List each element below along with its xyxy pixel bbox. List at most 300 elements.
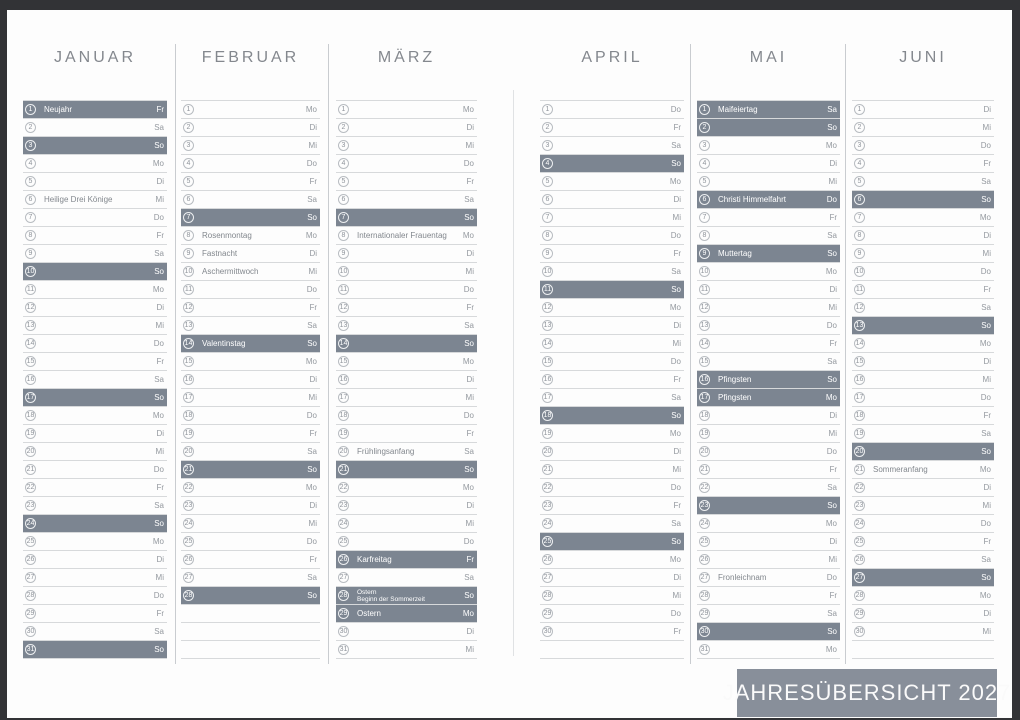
empty-day-row [181,605,320,623]
day-number-circle: 2 [854,122,865,133]
day-number-circle: 4 [542,158,553,169]
day-number-circle: 24 [543,520,552,527]
day-row [23,101,167,119]
day-row [336,155,477,173]
day-number-circle: 5 [542,176,553,187]
month-column [181,46,320,659]
weekday-label: Fr [309,555,317,564]
day-number-circle: 16 [543,376,552,383]
weekday-label: So [671,159,681,168]
weekday-label: So [154,141,164,150]
day-number-circle: 1 [854,104,865,115]
day-row [23,137,167,155]
day-row [181,479,320,497]
day-row [852,371,994,389]
day-number-circle: 6 [542,194,553,205]
day-row [336,227,477,245]
weekday-label: So [827,249,837,258]
day-number-circle: 4 [854,158,865,169]
weekday-label: Mi [155,321,164,330]
weekday-label: Do [306,159,317,168]
month-title: APRIL [581,49,643,66]
weekday-label: Fr [673,501,681,510]
day-row [23,353,167,371]
holiday-label-line2: Beginn der Sommerzeit [357,595,425,603]
weekday-label: Mi [465,267,474,276]
day-number-circle: 4 [699,158,710,169]
weekday-label: Sa [464,573,474,582]
day-row [336,281,477,299]
empty-day-row [852,641,994,659]
weekday-label: Sa [827,357,837,366]
day-row [336,137,477,155]
day-row [697,641,840,659]
day-number-circle: 3 [338,140,349,151]
day-row [852,587,994,605]
day-row [23,533,167,551]
weekday-label: Fr [829,213,837,222]
day-row [540,335,684,353]
weekday-label: So [671,411,681,420]
day-number-circle: 19 [339,430,348,437]
day-number-circle: 27 [855,574,864,581]
day-number-circle: 15 [700,358,709,365]
day-row [181,461,320,479]
weekday-label: Mo [669,429,681,438]
weekday-label: Di [309,249,317,258]
holiday-label: Frühlingsanfang [357,447,415,456]
weekday-label: Sa [827,609,837,618]
day-row [23,119,167,137]
weekday-label: Di [466,375,474,384]
page-fold-divider [513,90,514,656]
weekday-label: Mo [305,357,317,366]
weekday-label: Di [673,573,681,582]
day-number-circle: 3 [854,140,865,151]
day-row [852,461,994,479]
day-row [23,263,167,281]
day-number-circle: 14 [700,340,709,347]
day-row [540,155,684,173]
day-row [181,317,320,335]
month-column [852,46,994,659]
day-row [540,425,684,443]
weekday-label: Mo [825,267,837,276]
weekday-label: Mo [462,231,474,240]
weekday-label: So [154,519,164,528]
weekday-label: Do [980,141,991,150]
day-number-circle: 11 [543,286,552,293]
day-row [540,515,684,533]
day-row [23,425,167,443]
day-row [540,587,684,605]
day-row [181,533,320,551]
day-row [540,533,684,551]
weekday-label: So [981,195,991,204]
weekday-label: Mi [672,213,681,222]
day-row [336,353,477,371]
day-number-circle: 28 [184,592,193,599]
day-row [540,461,684,479]
month-column [23,46,167,659]
day-number-circle: 28 [339,592,348,599]
weekday-label: Sa [671,393,681,402]
day-rows [697,100,840,659]
empty-day-row [540,641,684,659]
weekday-label: Do [670,231,681,240]
day-number-circle: 5 [854,176,865,187]
weekday-label: Fr [156,609,164,618]
day-row [697,533,840,551]
weekday-label: Do [826,195,837,204]
holiday-label: Maifeiertag [718,105,758,114]
day-row [852,155,994,173]
weekday-label: So [307,339,317,348]
weekday-label: Mo [152,411,164,420]
weekday-label: Mo [825,393,837,402]
day-number-circle: 12 [543,304,552,311]
weekday-label: Mi [982,375,991,384]
day-row [540,299,684,317]
holiday-label: Heilige Drei Könige [44,195,113,204]
day-number-circle: 24 [26,520,35,527]
weekday-label: Di [156,177,164,186]
weekday-label: Fr [673,249,681,258]
day-row [697,389,840,407]
day-row [852,389,994,407]
weekday-label: Do [153,339,164,348]
day-number-circle: 6 [338,194,349,205]
day-row [336,425,477,443]
weekday-label: Sa [154,501,164,510]
day-row [23,461,167,479]
day-row [852,209,994,227]
day-number-circle: 8 [854,230,865,241]
weekday-label: Mi [982,123,991,132]
weekday-label: Di [309,501,317,510]
day-number-circle: 12 [184,304,193,311]
weekday-label: Sa [154,123,164,132]
weekday-label: Mi [982,627,991,636]
day-row [540,209,684,227]
day-number-circle: 17 [855,394,864,401]
day-number-circle: 28 [543,592,552,599]
day-row [181,569,320,587]
day-number-circle: 20 [184,448,193,455]
holiday-label: Ostern [357,609,382,618]
day-number-circle: 6 [25,194,36,205]
day-row [540,191,684,209]
day-row [336,389,477,407]
weekday-label: Mo [462,483,474,492]
holiday-label: Valentinstag [202,339,246,348]
day-number-circle: 8 [25,230,36,241]
weekday-label: Mi [828,177,837,186]
day-row [697,173,840,191]
day-number-circle: 13 [855,322,864,329]
day-number-circle: 2 [699,122,710,133]
day-number-circle: 5 [25,176,36,187]
day-row [852,173,994,191]
day-row [23,299,167,317]
day-row [336,299,477,317]
weekday-label: So [464,465,474,474]
day-row [540,623,684,641]
weekday-label: Mi [982,249,991,258]
day-number-circle: 3 [542,140,553,151]
day-number-circle: 10 [855,268,864,275]
weekday-label: Fr [983,537,991,546]
day-number-circle: 10 [543,268,552,275]
day-number-circle: 24 [855,520,864,527]
weekday-label: Do [670,357,681,366]
day-row [540,479,684,497]
day-row [23,443,167,461]
day-number-circle: 22 [184,484,193,491]
day-number-circle: 16 [700,376,709,383]
weekday-label: Sa [671,267,681,276]
holiday-label: Pfingsten [718,375,752,384]
weekday-label: Do [980,267,991,276]
weekday-label: Mi [308,393,317,402]
weekday-label: Mi [465,645,474,654]
day-number-circle: 29 [543,610,552,617]
day-number-circle: 18 [543,412,552,419]
day-row [336,605,477,623]
day-row [852,137,994,155]
day-number-circle: 29 [339,610,348,617]
day-number-circle: 17 [184,394,193,401]
day-number-circle: 9 [25,248,36,259]
weekday-label: Di [983,105,991,114]
weekday-label: Mi [672,465,681,474]
weekday-label: Sa [464,447,474,456]
day-row [336,191,477,209]
day-row [336,263,477,281]
day-number-circle: 27 [339,574,348,581]
day-row [181,515,320,533]
weekday-label: So [464,213,474,222]
day-row [181,551,320,569]
day-number-circle: 31 [700,646,709,653]
weekday-label: So [307,591,317,600]
weekday-label: Do [153,465,164,474]
day-row [852,623,994,641]
weekday-label: Di [309,375,317,384]
day-number-circle: 21 [184,466,193,473]
day-number-circle: 5 [183,176,194,187]
day-number-circle: 7 [699,212,710,223]
day-number-circle: 29 [855,610,864,617]
day-row [181,443,320,461]
day-row [852,227,994,245]
day-number-circle: 3 [183,140,194,151]
day-row [181,497,320,515]
weekday-label: Mi [672,339,681,348]
day-number-circle: 18 [339,412,348,419]
day-row [697,443,840,461]
day-number-circle: 18 [855,412,864,419]
day-number-circle: 12 [700,304,709,311]
weekday-label: So [671,537,681,546]
day-row [852,425,994,443]
day-number-circle: 8 [542,230,553,241]
weekday-label: Do [826,447,837,456]
weekday-label: Mo [825,519,837,528]
day-number-circle: 31 [26,646,35,653]
day-number-circle: 30 [339,628,348,635]
day-row [336,407,477,425]
day-number-circle: 22 [339,484,348,491]
day-row [852,191,994,209]
weekday-label: Mo [825,645,837,654]
weekday-label: Mi [465,519,474,528]
weekday-label: Do [463,537,474,546]
weekday-label: Do [463,159,474,168]
day-number-circle: 24 [184,520,193,527]
day-number-circle: 2 [338,122,349,133]
day-row [852,569,994,587]
weekday-label: Di [829,159,837,168]
weekday-label: Do [306,411,317,420]
day-number-circle: 27 [700,574,709,581]
weekday-label: Fr [156,105,164,114]
day-number-circle: 9 [542,248,553,259]
holiday-label: Pfingsten [718,393,752,402]
day-row [697,353,840,371]
day-row [697,227,840,245]
day-row [23,605,167,623]
day-number-circle: 17 [543,394,552,401]
month-title: MÄRZ [377,49,436,66]
holiday-label: Aschermittwoch [202,267,259,276]
weekday-label: Do [980,393,991,402]
day-number-circle: 14 [184,340,193,347]
day-number-circle: 11 [700,286,709,293]
day-number-circle: 10 [700,268,709,275]
weekday-label: Di [156,429,164,438]
day-row [697,101,840,119]
weekday-label: Mi [465,393,474,402]
column-divider [690,44,691,664]
weekday-label: Mi [672,591,681,600]
day-row [181,137,320,155]
month-title: JANUAR [53,49,136,66]
weekday-label: So [671,285,681,294]
day-rows [540,100,684,659]
weekday-label: Fr [983,411,991,420]
weekday-label: So [154,393,164,402]
weekday-label: Di [466,123,474,132]
day-row [181,281,320,299]
day-row [336,245,477,263]
weekday-label: Di [673,447,681,456]
weekday-label: Di [983,609,991,618]
weekday-label: Sa [154,249,164,258]
day-row [181,263,320,281]
day-number-circle: 13 [543,322,552,329]
day-number-circle: 21 [339,466,348,473]
weekday-label: Fr [673,375,681,384]
weekday-label: Mo [305,231,317,240]
day-row [540,245,684,263]
day-number-circle: 6 [854,194,865,205]
day-row [336,371,477,389]
weekday-label: So [307,465,317,474]
day-row [23,245,167,263]
weekday-label: Fr [466,177,474,186]
day-row [852,299,994,317]
day-row [336,533,477,551]
weekday-label: Do [306,537,317,546]
day-number-circle: 5 [699,176,710,187]
day-number-circle: 21 [543,466,552,473]
day-number-circle: 3 [699,140,710,151]
day-row [181,119,320,137]
day-row [697,497,840,515]
weekday-label: Do [670,609,681,618]
day-number-circle: 27 [543,574,552,581]
weekday-label: Do [463,285,474,294]
weekday-label: Sa [981,555,991,564]
weekday-label: Sa [981,303,991,312]
day-number-circle: 12 [855,304,864,311]
weekday-label: So [827,375,837,384]
weekday-label: Mi [155,573,164,582]
weekday-label: Mi [465,141,474,150]
weekday-label: Di [156,303,164,312]
weekday-label: So [981,573,991,582]
day-row [697,605,840,623]
weekday-label: Mo [462,105,474,114]
day-row [181,389,320,407]
empty-day-row [181,623,320,641]
day-row [697,569,840,587]
day-number-circle: 9 [183,248,194,259]
day-number-circle: 7 [854,212,865,223]
weekday-label: So [981,447,991,456]
day-number-circle: 4 [183,158,194,169]
weekday-label: So [464,339,474,348]
day-row [23,623,167,641]
day-row [697,335,840,353]
day-number-circle: 14 [543,340,552,347]
day-row [697,623,840,641]
day-number-circle: 7 [542,212,553,223]
day-row [23,389,167,407]
day-number-circle: 22 [700,484,709,491]
weekday-label: Mi [308,267,317,276]
day-number-circle: 25 [184,538,193,545]
holiday-label: Internationaler Frauentag [357,231,447,240]
weekday-label: Fr [673,123,681,132]
day-number-circle: 19 [184,430,193,437]
day-row [181,191,320,209]
day-row [697,551,840,569]
weekday-label: So [981,321,991,330]
day-row [852,263,994,281]
day-number-circle: 17 [700,394,709,401]
weekday-label: So [154,645,164,654]
month-title: JUNI [899,49,947,66]
day-row [697,209,840,227]
day-number-circle: 9 [699,248,710,259]
day-row [336,443,477,461]
day-row [23,371,167,389]
holiday-label: Fastnacht [202,249,238,258]
day-number-circle: 25 [855,538,864,545]
day-row [23,191,167,209]
